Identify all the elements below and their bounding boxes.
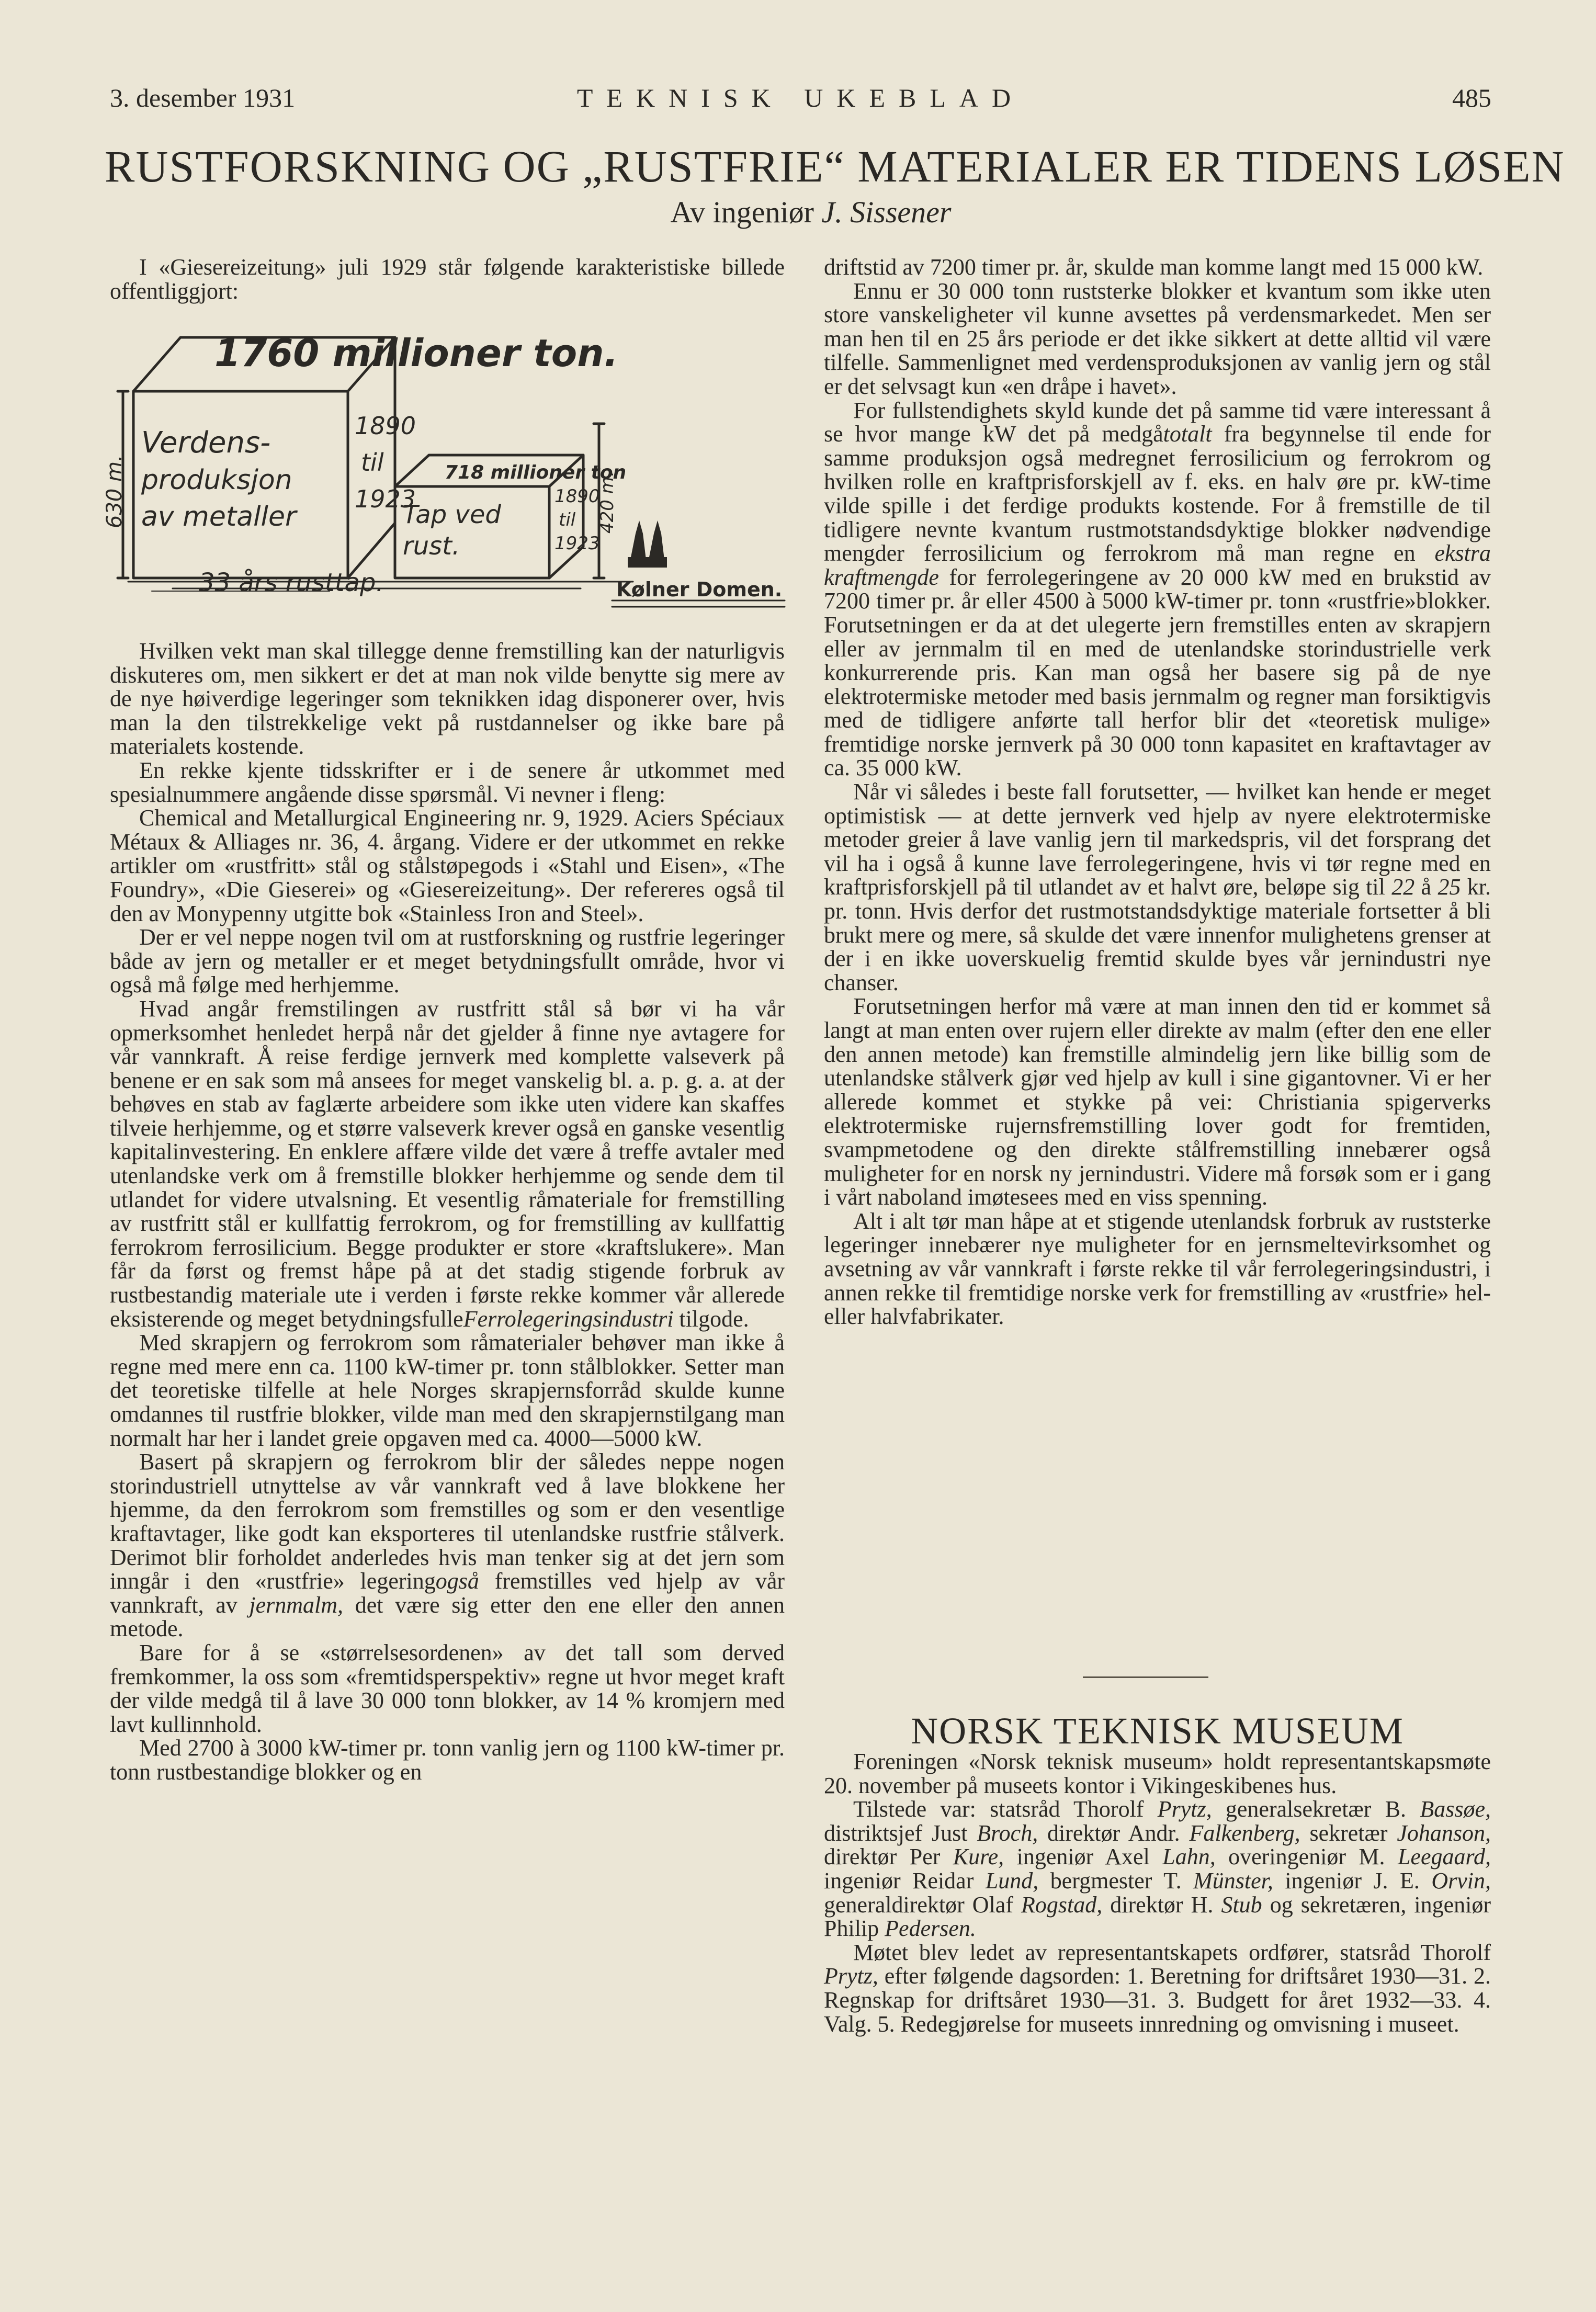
paragraph-text: ingeniør Reidar: [824, 1867, 986, 1894]
emphasis-text: Lahn,: [1162, 1844, 1216, 1870]
article-paragraph: [824, 1209, 1491, 1329]
paragraph-text: for ferrolegeringene av 20 000 kW med en brukstid av 7200 timer pr. år eller 4500 à 5000 kW-timer pr. tonn «rustfrie»blokker. Forutsetningen er da at det ulegerte jern fremstilles enten av skrapjern eller av jernmalm til en med de utenlandske storindustrielle verk konkurrerende pris. Kan man også her basere sig på de nye elektrotermiske metoder med basis jernmalm og regner man forsiktigvis med de tidligere anførte tall herfor blir det «teoretisk mulige» fremtidige norske jernverk på 30 000 tonn kapasitet en kraftavtager av ca. 35 000 kW.: [824, 564, 1491, 781]
museum-paragraph: [824, 1797, 1491, 1941]
article-title: RUSTFORSKNING OG „RUSTFRIE“ MATERIALER ER TIDENS LØSEN: [105, 141, 1565, 191]
big-block-line-1: Verdens-: [141, 426, 271, 460]
emphasis-text: Johanson,: [1397, 1820, 1491, 1846]
article-paragraph: [110, 997, 785, 1331]
big-block-height: 630 m.: [103, 455, 127, 528]
paragraph-text: Tilstede var: statsråd Thorolf: [853, 1796, 1158, 1822]
paragraph-text: kr. pr. tonn. Hvis derfor det rustmotstandsdyktige materiale fortsetter å bli brukt mere og mere, så skulde det være innenfor mulighetens grenser at der i en ikke uoverskuelig fremtid skulde byes vår jernindustri nye chanser.: [824, 874, 1491, 995]
left-caption: 33 års rusttap.: [199, 568, 384, 597]
paragraph-text: Bare for å se «størrelsesordenen» av det tall som derved fremkommer, la oss som «fremtidsperspektiv» regne ut hvor meget kraft der vilde medgå til å lave 30 000 tonn blokker, av 14 % kromjern med lavt kullinnhold.: [110, 1639, 785, 1737]
emphasis-text: Broch,: [977, 1820, 1038, 1846]
emphasis-text: totalt: [1163, 421, 1212, 447]
emphasis-text: ekstra kraftmengde: [824, 540, 1491, 590]
paragraph-text: bergmester T.: [1038, 1867, 1194, 1894]
paragraph-text: Der er vel neppe nogen tvil om at rustforskning og rustfrie legeringer både av jern og metaller er et meget betydningsfullt område, hvor vi også må følge med herhjemme.: [110, 924, 785, 998]
article-paragraph: [110, 758, 785, 806]
paragraph-text: Med 2700 à 3000 kW-timer pr. tonn vanlig jern og 1100 kW-timer pr. tonn rustbestandige blokker og en: [110, 1735, 785, 1785]
paragraph-text: Møtet blev ledet av representantskapets ordfører, statsråd Thorolf: [853, 1939, 1491, 1965]
small-block-line-1: Tap ved: [403, 500, 501, 529]
article-paragraph: [110, 806, 785, 925]
emphasis-text: Lund,: [985, 1867, 1039, 1894]
paragraph-text: Forutsetningen herfor må være at man innen den tid er kommet så langt at man enten over rujern eller direkte av malm (efter den ene eller den annen metode) kan fremstille almindelig jern like billig som de utenlandske stålverk gjør ved hjelp av kull i sine gigantovner. Vi er her allerede kommet et stykke på vei: Christiania spigerverks elektrotermiske rujernsfremstilling lover godt for fremtiden, svampmetodene og den direkte stålfremstilling innebærer også muligheter for en norsk ny jernindustri. Videre må forsøk som er i gang i vårt naboland imøtesees med en viss spenning.: [824, 993, 1491, 1210]
paragraph-text: Når vi således i beste fall forutsetter, — hvilket kan hende er meget optimistisk — at dette jernverk ved hjelp av nyere elektrotermiske metoder greier å lave vanlig jern til markedspris, vil det forsprang det vil ha i også å kunne lave ferrolegeringene, hvis vi tør regne med en kraftprisforskjell på til utlandet av et halvt øre, beløpe sig til: [824, 779, 1491, 900]
emphasis-text: Stub: [1221, 1891, 1262, 1918]
small-block-side-1: 1890: [554, 486, 600, 507]
big-block-line-2: produksjon: [141, 464, 292, 496]
author-name: J. Sissener: [821, 195, 952, 229]
paragraph-text: Basert på skrapjern og ferrokrom blir der således neppe nogen storindustriell utnyttelse av vår vannkraft ved å lave blokkene her hjemme, da den ferrokrom som fremstilles og som er den vesentlige kraftavtager, like godt kan eksporteres til utenlandske rustfrie stålverk. Derimot blir forholdet anderledes hvis man tenker sig at det jern som inngår i den «rustfrie» legering: [110, 1449, 785, 1594]
emphasis-text: Pedersen.: [885, 1916, 976, 1942]
article-paragraph: [824, 399, 1491, 780]
article-paragraph: [824, 780, 1491, 994]
emphasis-text: Rogstad,: [1021, 1891, 1103, 1918]
article-paragraph: [110, 1736, 785, 1784]
emphasis-text: Bassøe,: [1420, 1796, 1491, 1822]
article-paragraph: [824, 279, 1491, 399]
paragraph-text: ingeniør J. E.: [1273, 1867, 1432, 1894]
museum-column: [824, 1750, 1491, 2036]
paragraph-text: sekretær: [1300, 1820, 1397, 1846]
big-block-side-3: 1923: [355, 485, 416, 513]
emphasis-text: Prytz,: [1157, 1796, 1212, 1822]
paragraph-text: direktør Andr.: [1038, 1820, 1190, 1846]
museum-section-title: NORSK TEKNISK MUSEUM: [911, 1710, 1404, 1752]
big-block-side-2: til: [361, 448, 384, 477]
journal-name: TEKNISK UKEBLAD: [576, 83, 1025, 112]
paragraph-text: generaldirektør Olaf: [824, 1891, 1022, 1918]
emphasis-text: Leegaard,: [1397, 1844, 1491, 1870]
big-block-line-3: av metaller: [141, 501, 297, 532]
article-paragraph: [110, 1331, 785, 1450]
paragraph-text: Hvilken vekt man skal tillegge denne fremstilling kan der naturligvis diskuteres om, men sikkert er det at man nok vilde benytte sig mere av de nye høiverdige legeringer som teknikken idag disponerer over, hvis man la den tilstrekkelige vekt på rustdannelser og ikke bare på materialets kostende.: [110, 638, 785, 760]
paragraph-text: overingeniør M.: [1215, 1844, 1398, 1870]
small-block-side-3: 1923: [554, 533, 600, 554]
article-paragraph: [110, 1641, 785, 1736]
article-paragraph: [110, 925, 785, 997]
byline-prefix: Av ingeniør: [670, 195, 814, 229]
intro-text: I «Giesereizeitung» juli 1929 står følgende karakteristiske billede offentliggjort:: [110, 254, 785, 304]
emphasis-text: Ferrolegeringsindustri: [463, 1306, 674, 1332]
paragraph-text: fremstilles ved hjelp av vår vannkraft, av: [110, 1568, 785, 1618]
paragraph-text: å: [1414, 874, 1438, 900]
intro-paragraph: [110, 255, 785, 303]
museum-paragraph: [824, 1941, 1491, 2036]
article-column-right: [824, 255, 1491, 1329]
page-number: 485: [1452, 83, 1491, 112]
big-block-top-label: 1760 millioner ton.: [214, 331, 618, 375]
emphasis-text: også: [435, 1568, 479, 1594]
emphasis-text: Münster,: [1193, 1867, 1273, 1894]
small-block-top-label: 718 millioner ton: [445, 462, 627, 483]
byline: [607, 195, 1015, 230]
emphasis-text: Kure,: [953, 1844, 1004, 1870]
paragraph-text: det være sig etter den ene eller den annen metode.: [110, 1592, 785, 1642]
rust-illustration: [103, 314, 785, 633]
emphasis-text: Falkenberg,: [1189, 1820, 1300, 1846]
emphasis-text: Orvin,: [1431, 1867, 1491, 1894]
emphasis-text: jernmalm,: [249, 1592, 344, 1618]
running-head: [110, 83, 1491, 114]
article-paragraph: [110, 1450, 785, 1641]
article-paragraph: [824, 255, 1491, 279]
paragraph-text: Chemical and Metallurgical Engineering nr. 9, 1929. Aciers Spéciaux Métaux & Alliages nr. 36, 4. årgang. Videre er der utkommet en rekke artikler om «rustfritt» stål og stålstøpegods i «Stahl und Eisen», «The Foundry», «Die Gieserei» og «Giesereizeitung». Der refereres også til den av Monypenny utgitte bok «Stainless Iron and Steel».: [110, 805, 785, 926]
paragraph-text: generalsekretær B.: [1212, 1796, 1420, 1822]
small-block-line-2: rust.: [403, 531, 460, 561]
paragraph-text: distriktsjef Just: [824, 1820, 977, 1846]
big-block-side-1: 1890: [355, 412, 416, 440]
paragraph-text: ingeniør Axel: [1004, 1844, 1163, 1870]
small-block-height: 420 m.: [597, 471, 618, 534]
issue-date: 3. desember 1931: [110, 83, 296, 112]
emphasis-text: 25: [1437, 874, 1461, 900]
museum-paragraph: [824, 1750, 1491, 1797]
section-divider: [1083, 1676, 1208, 1678]
paragraph-text: En rekke kjente tidsskrifter er i de senere år utkommet med spesialnummere angående disse spørsmål. Vi nevner i fleng:: [110, 757, 785, 807]
paragraph-text: Alt i alt tør man håpe at et stigende utenlandsk forbruk av ruststerke legeringer innebærer nye muligheter for en jernsmeltevirksomhet og avsetning av vår vannkraft i første rekke til vår ferrolegeringsindustri, i annen rekke til fremtidige norske verk for fremstilling av «rustfrie» hel- eller halvfabrikater.: [824, 1208, 1491, 1330]
paragraph-text: Med skrapjern og ferrokrom som råmaterialer behøver man ikke å regne med mere enn ca. 1100 kW-timer pr. tonn stålblokker. Setter man det teoretiske tilfelle at hele Norges skrapjernsforråd skulde kunne omdannes til rustfrie blokker, vilde man med den skrapjernstilgang man normalt har her i landet greie opgaven med ca. 4000—5000 kW.: [110, 1330, 785, 1451]
paragraph-text: direktør Per: [824, 1844, 953, 1870]
paragraph-text: For fullstendighets skyld kunde det på samme tid være interessant å se hvor mange kW det på medgå: [824, 397, 1491, 447]
paragraph-text: og sekretæren, ingeniør Philip: [824, 1891, 1491, 1942]
article-column-left: [110, 639, 785, 1784]
paragraph-text: Ennu er 30 000 tonn ruststerke blokker et kvantum som ikke uten store vanskeligheter vil kunne avsettes på verdensmarkedet. Men ser man hen til en 25 års periode er det ikke sikkert at dette alltid vil være tilfelle. Sammenlignet med verdensproduksjonen av vanlig jern og stål er det selvsagt kun «en dråpe i havet».: [824, 278, 1491, 399]
paragraph-text: tilgode.: [673, 1306, 749, 1332]
paragraph-text: efter følgende dagsorden: 1. Beretning for driftsåret 1930—31. 2. Regnskap for driftsåret 1930—31. 3. Budgett for året 1932—33. 4. Valg. 5. Redegjørelse for museets innredning og omvisning i museet.: [824, 1963, 1491, 2037]
paragraph-text: driftstid av 7200 timer pr. år, skulde man komme langt med 15 000 kW.: [824, 254, 1484, 280]
emphasis-text: 22: [1391, 874, 1415, 900]
paragraph-text: fra begynnelse til ende for samme produksjon også medregnet ferrosilicium og ferrokrom og hvilken rolle en kraftprisforskjell av f. eks. en halv øre pr. kW-time vilde spille i det ferdige produkts kostende. For å fremstille de til tidligere nevnte kvantum rustmotstandsdyktige blokker nødvendige mengder ferrosilicium og ferrokrom må man regne en: [824, 421, 1491, 566]
small-block-side-2: til: [559, 509, 576, 530]
article-paragraph: [824, 994, 1491, 1209]
article-paragraph: [110, 639, 785, 758]
paragraph-text: direktør H.: [1102, 1891, 1221, 1918]
emphasis-text: Prytz,: [824, 1963, 878, 1989]
paragraph-text: Foreningen «Norsk teknisk museum» holdt representantskapsmøte 20. november på museets kontor i Vikingeskibenes hus.: [824, 1749, 1491, 1798]
paragraph-text: Hvad angår fremstilingen av rustfritt stål så bør vi ha vår opmerksomhet henledet herpå når det gjelder å finne nye avtagere for vår vannkraft. Å reise ferdige jernverk med komplette valseverk på benene er en sak som må ansees for meget vanskelig bl. a. p. g. a. at der behøves en stab av faglærte arbeidere som ikke uten videre kan skaffes tilveie herhjemme, og et større valseverk krever også en ganske vesentlig kapitalinvestering. En enklere affære vilde det være å treffe avtaler med utenlandske verk om å fremstille blokker herhjemme og sende dem til utlandet for videre utvalsning. Et vesentlig råmateriale for fremstilling av rustfritt stål er kullfattig ferrokrom, og for fremstilling av kullfattig ferrokrom ferrosilicium. Begge produkter er store «kraftslukere». Man får da først og fremst håpe på at det stadig stigende forbruk av rustbestandig materiale ute i verden i første rekke kommer vår allerede eksisterende og meget betydningsfulle: [110, 995, 785, 1332]
right-caption: Kølner Domen.: [616, 578, 783, 601]
